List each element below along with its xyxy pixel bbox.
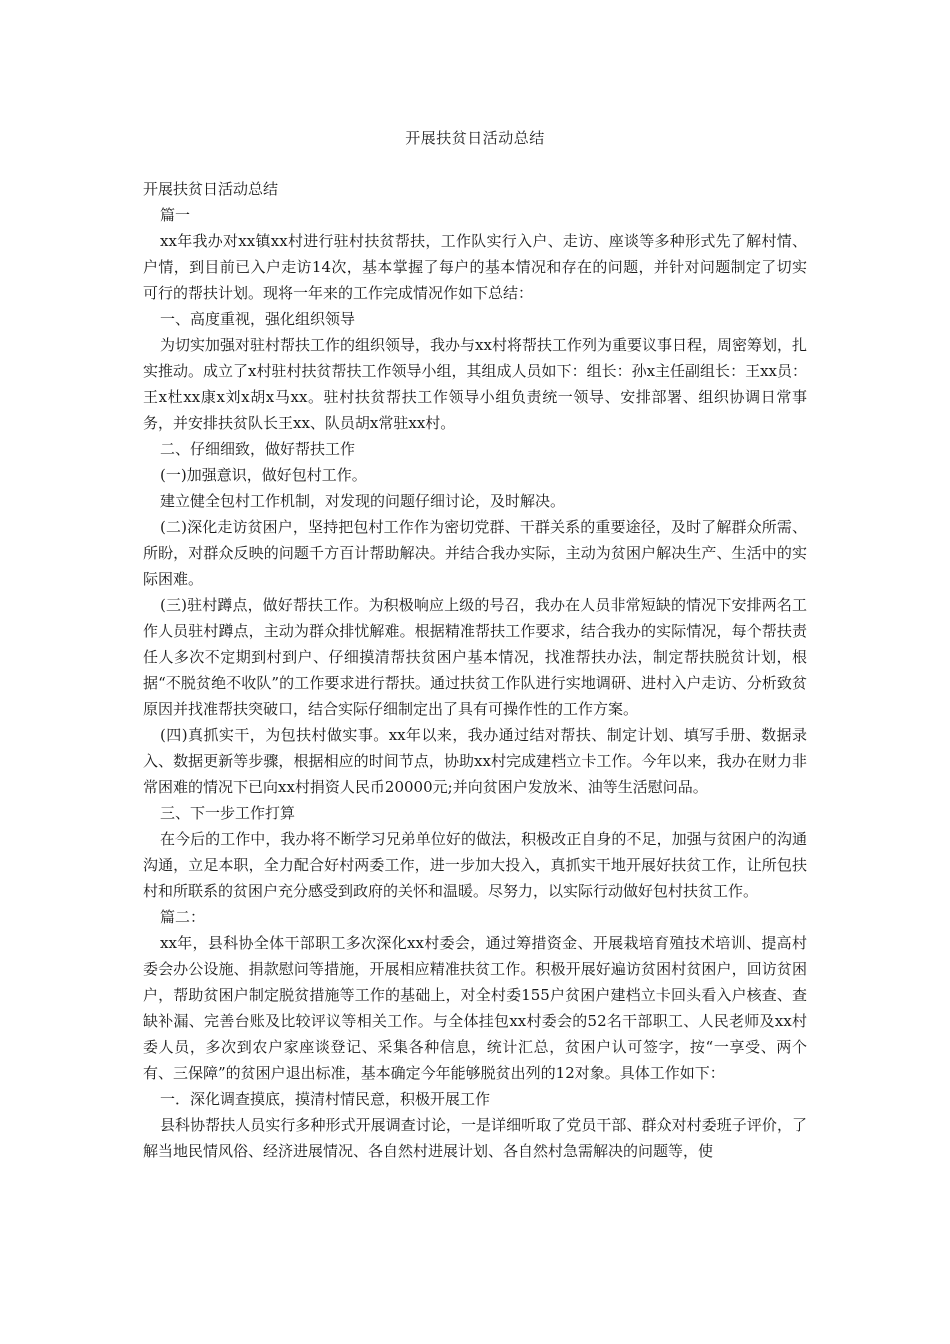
body-paragraph: 开展扶贫日活动总结 [143,180,279,198]
body-paragraph: (一)加强意识，做好包村工作。 [160,466,367,484]
body-paragraph: 建立健全包村工作机制，对发现的问题仔细讨论，及时解决。 [160,492,566,510]
body-paragraph: xx年我办对xx镇xx村进行驻村扶贫帮扶，工作队实行入户、走访、座谈等多种形式先了解村情、户情，到目前已入户走访14次，基本掌握了每户的基本情况和存在的问题，并针对问题制定了切实可行的帮扶计划。现将一年来的工作完成情况作如下总结： [143,232,807,302]
section-heading: 二、仔细细致，做好帮扶工作 [160,440,356,458]
body-paragraph: (三)驻村蹲点，做好帮扶工作。为积极响应上级的号召，我办在人员非常短缺的情况下安排两名工作人员驻村蹲点，主动为群众排忧解难。根据精准帮扶工作要求，结合我办的实际情况，每个帮扶责任人多次不定期到村到户、仔细摸清帮扶贫困户基本情况，找准帮扶办法，制定帮扶脱贫计划，根据“不脱贫绝不收队”的工作要求进行帮扶。通过扶贫工作队进行实地调研、进村入户走访、分析致贫原因并找准帮扶突破口，结合实际仔细制定出了具有可操作性的工作方案。 [143,596,807,718]
body-paragraph: 为切实加强对驻村帮扶工作的组织领导，我办与xx村将帮扶工作列为重要议事日程，周密筹划，扎实推动。成立了x村驻村扶贫帮扶工作领导小组，其组成人员如下：组长：孙x主任副组长：王xx员：王x杜xx康x刘x胡x马xx。驻村扶贫帮扶工作领导小组负责统一领导、安排部署、组织协调日常事务，并安排扶贫队长王xx、队员胡x常驻xx村。 [143,336,807,432]
body-paragraph: 篇二： [160,908,206,926]
body-paragraph: (二)深化走访贫困户，坚持把包村工作作为密切党群、干群关系的重要途径，及时了解群众所需、所盼，对群众反映的问题千方百计帮助解决。并结合我办实际，主动为贫困户解决生产、生活中的实际困难。 [143,518,807,588]
body-paragraph: (四)真抓实干，为包扶村做实事。xx年以来，我办通过结对帮扶、制定计划、填写手册、数据录入、数据更新等步骤，根据相应的时间节点，协助xx村完成建档立卡工作。今年以来，我办在财力非常困难的情况下已向xx村捐资人民币20000元;并向贫困户发放米、油等生活慰问品。 [143,726,807,796]
section-heading: 一、高度重视，强化组织领导 [160,310,356,328]
body-paragraph: 篇一 [160,206,191,224]
document-body [143,176,807,1164]
body-paragraph: 县科协帮扶人员实行多种形式开展调查讨论，一是详细听取了党员干部、群众对村委班子评价，了解当地民情风俗、经济进展情况、各自然村进展计划、各自然村急需解决的问题等，使 [143,1116,807,1160]
document-title: 开展扶贫日活动总结 [405,129,545,147]
body-paragraph: 在今后的工作中，我办将不断学习兄弟单位好的做法，积极改正自身的不足，加强与贫困户的沟通沟通，立足本职，全力配合好村两委工作，进一步加大投入，真抓实干地开展好扶贫工作，让所包扶村和所联系的贫困户充分感受到政府的关怀和温暖。尽努力，以实际行动做好包村扶贫工作。 [143,830,807,900]
section-heading: 三、下一步工作打算 [160,804,296,822]
body-paragraph: xx年，县科协全体干部职工多次深化xx村委会，通过筹措资金、开展栽培育殖技术培训、提高村委会办公设施、捐款慰问等措施，开展相应精准扶贫工作。积极开展好遍访贫困村贫困户，回访贫困户，帮助贫困户制定脱贫措施等工作的基础上，对全村委155户贫困户建档立卡回头看入户核查、查缺补漏、完善台账及比较评议等相关工作。与全体挂包xx村委会的52名干部职工、人民老师及xx村委人员，多次到农户家座谈登记、采集各种信息，统计汇总，贫困户认可签字，按“一享受、两个有、三保障”的贫困户退出标准，基本确定今年能够脱贫出列的12对象。具体工作如下： [143,934,807,1082]
section-heading: 一．深化调查摸底，摸清村情民意，积极开展工作 [160,1090,491,1108]
